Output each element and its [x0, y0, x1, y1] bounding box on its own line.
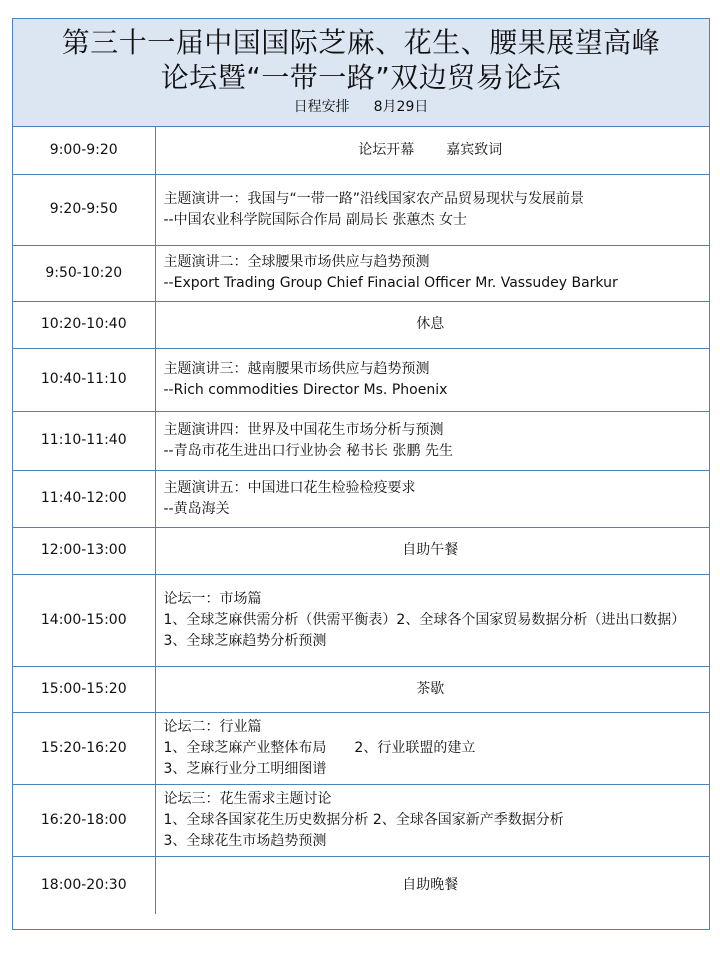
session-detail: --黄岛海关	[163, 500, 230, 517]
session-title: 论坛一：市场篇	[163, 590, 262, 607]
session-title: 主题演讲二：全球腰果市场供应与趋势预测	[163, 254, 430, 270]
session-title: 休息	[416, 316, 445, 332]
time-cell: 14:00-15:00	[13, 574, 155, 666]
session-title: 主题演讲一：我国与“一带一路”沿线国家农产品贸易现状与发展前景	[163, 190, 585, 207]
schedule-row	[13, 574, 709, 666]
session-cell	[155, 856, 709, 914]
schedule-row	[13, 245, 709, 301]
schedule-row	[13, 348, 709, 411]
schedule-table	[13, 127, 709, 914]
session-detail: 3、全球芝麻趋势分析预测	[163, 632, 327, 649]
session-detail: --Rich commodities Director Ms. Phoenix	[163, 381, 448, 398]
schedule-row	[13, 301, 709, 348]
session-title: 嘉宾致词	[446, 141, 503, 158]
time-cell: 12:00-13:00	[13, 527, 155, 574]
schedule-row	[13, 856, 709, 914]
session-cell	[155, 174, 709, 245]
time-cell: 15:00-15:20	[13, 666, 155, 712]
time-cell: 16:20-18:00	[13, 784, 155, 856]
time-cell: 9:50-10:20	[13, 245, 155, 301]
session-title: 论坛开幕	[358, 141, 415, 158]
session-cell	[155, 411, 709, 470]
time-cell: 11:40-12:00	[13, 470, 155, 527]
session-detail: --Export Trading Group Chief Finacial Officer Mr. Vassudey Barkur	[163, 275, 618, 291]
schedule-row	[13, 712, 709, 784]
session-cell	[155, 666, 709, 712]
schedule-row	[13, 127, 709, 174]
page-title	[13, 25, 709, 95]
session-title: 主题演讲五：中国进口花生检验检疫要求	[163, 479, 416, 496]
schedule-row	[13, 470, 709, 527]
schedule-header	[13, 19, 709, 127]
session-detail: 1、全球各国家花生历史数据分析 2、全球各国家新产季数据分析	[163, 811, 564, 828]
session-detail: 1、全球芝麻供需分析（供需平衡表）2、全球各个国家贸易数据分析（进出口数据）	[163, 611, 686, 628]
time-cell: 10:40-11:10	[13, 348, 155, 411]
session-cell	[155, 527, 709, 574]
schedule-sheet	[12, 18, 710, 930]
session-cell	[155, 245, 709, 301]
title-line-1: 第三十一届中国国际芝麻、花生、腰果展望高峰	[61, 26, 661, 59]
session-detail: --中国农业科学院国际合作局 副局长 张蕙杰 女士	[163, 211, 467, 228]
session-cell	[155, 574, 709, 666]
session-title: 论坛三：花生需求主题讨论	[163, 790, 332, 807]
session-detail: 3、全球花生市场趋势预测	[163, 832, 327, 849]
time-cell: 9:00-9:20	[13, 127, 155, 174]
session-cell	[155, 301, 709, 348]
session-title: 自助午餐	[402, 542, 459, 558]
session-cell	[155, 784, 709, 856]
schedule-row	[13, 411, 709, 470]
schedule-row	[13, 174, 709, 245]
session-cell	[155, 127, 709, 174]
session-title: 茶歇	[416, 680, 445, 697]
session-title: 主题演讲四：世界及中国花生市场分析与预测	[163, 421, 444, 438]
session-detail: 1、全球芝麻产业整体布局 2、行业联盟的建立	[163, 739, 476, 756]
schedule-subtitle	[13, 97, 709, 117]
schedule-label: 日程安排	[293, 99, 350, 115]
time-cell: 10:20-10:40	[13, 301, 155, 348]
schedule-row	[13, 666, 709, 712]
time-cell: 9:20-9:50	[13, 174, 155, 245]
time-cell: 18:00-20:30	[13, 856, 155, 914]
time-cell: 11:10-11:40	[13, 411, 155, 470]
session-title: 自助晚餐	[402, 876, 459, 893]
session-title: 主题演讲三：越南腰果市场供应与趋势预测	[163, 360, 430, 377]
session-cell	[155, 470, 709, 527]
session-detail: 3、芝麻行业分工明细图谱	[163, 760, 327, 777]
session-cell	[155, 348, 709, 411]
schedule-date: 8月29日	[373, 99, 429, 115]
time-cell: 15:20-16:20	[13, 712, 155, 784]
schedule-row	[13, 527, 709, 574]
session-cell	[155, 712, 709, 784]
session-detail: --青岛市花生进出口行业协会 秘书长 张鹏 先生	[163, 442, 453, 459]
schedule-row	[13, 784, 709, 856]
session-title: 论坛二：行业篇	[163, 718, 262, 735]
title-line-2: 论坛暨“一带一路”双边贸易论坛	[160, 61, 562, 94]
